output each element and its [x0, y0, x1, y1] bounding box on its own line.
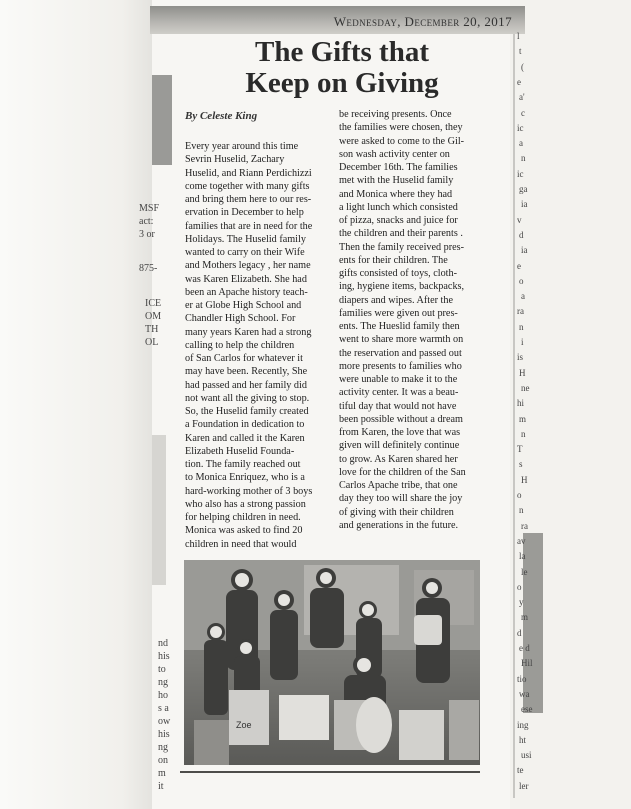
- article-text-line: been an Apache history teach-: [185, 286, 308, 298]
- right-fragment-text: av: [517, 535, 526, 546]
- right-column-divider: [513, 18, 515, 798]
- right-fragment-text: hi: [517, 398, 525, 409]
- right-fragment-text: ga: [519, 184, 528, 194]
- article-text-line: many years Karen had a strong: [185, 326, 312, 338]
- article-text-line: children in need that would: [185, 538, 297, 550]
- headline-line-2: Keep on Giving: [245, 67, 439, 99]
- article-text-line: er at Globe High School and: [185, 300, 302, 311]
- right-fragment-text: ing: [517, 719, 529, 730]
- right-fragment-text: t: [519, 46, 522, 57]
- right-fragment-text: c: [521, 107, 525, 118]
- left-fragment-text: act:: [139, 216, 154, 227]
- left-fragment-text: 3 or: [139, 229, 155, 240]
- right-fragment-text: la: [519, 551, 526, 562]
- article-text-line: Elizabeth Huselid Founda-: [185, 445, 295, 457]
- article-text-line: not want all the giving to stop.: [185, 392, 310, 404]
- right-fragment-text: n: [521, 153, 526, 164]
- article-text-line: come together with many gifts: [185, 180, 310, 192]
- left-fragment-text: ng: [158, 677, 168, 688]
- right-fragment-text: te: [517, 765, 524, 776]
- right-fragment-text: a: [521, 291, 525, 302]
- right-fragment-text: d: [517, 627, 522, 638]
- article-text-line: of giving with their children: [339, 506, 454, 518]
- article-text-line: to Monica Enriquez, who is a: [185, 472, 305, 484]
- right-fragment-text: (: [521, 61, 524, 72]
- article-text-line: diapers and wipes. After the: [339, 294, 454, 306]
- left-fragment-text: his: [158, 651, 170, 662]
- article-text-line: had passed and her family did: [185, 379, 307, 391]
- right-fragment-text: e: [517, 76, 521, 87]
- article-text-line: to grow. As Karen shared her: [339, 453, 458, 465]
- article-text-line: met with the Huselid family: [339, 175, 454, 187]
- right-fragment-text: d: [519, 229, 524, 240]
- right-fragment-text: ne: [521, 382, 530, 393]
- right-fragment-text: ia: [521, 245, 528, 256]
- article-text-line: been possible without a dream: [339, 413, 463, 425]
- right-fragment-text: H: [519, 367, 526, 378]
- right-fragment-text: ra: [517, 306, 524, 317]
- article-column-2: [339, 108, 482, 532]
- article-text-line: Chandler High School. For: [185, 313, 296, 325]
- right-fragment-text: ia: [521, 199, 528, 210]
- left-clipping-shade: [152, 435, 166, 585]
- right-fragment-text: a: [519, 138, 523, 149]
- article-text-line: and bring them here to our res-: [185, 194, 312, 205]
- article-text-line: Sevrin Huselid, Zachary: [185, 154, 285, 166]
- right-fragment-text: o: [519, 275, 524, 286]
- article-text-line: of pizza, snacks and juice for: [339, 215, 458, 226]
- byline: By Celeste King: [185, 110, 258, 122]
- article-column-1: [185, 140, 332, 551]
- right-fragment-text: ra: [521, 520, 528, 531]
- right-fragment-text: is: [517, 352, 524, 363]
- bottom-rule: [180, 771, 480, 773]
- article-text-line: ents for their children. The: [339, 254, 448, 266]
- article-text-line: families were given out pres-: [339, 307, 458, 319]
- left-fragment-text: ng: [158, 742, 168, 753]
- article-text-line: day they too will share the joy: [339, 493, 463, 505]
- right-fragment-text: wa: [519, 688, 530, 699]
- adjacent-column-left: [0, 0, 152, 809]
- right-fragment-text: m: [519, 413, 527, 424]
- article-text-line: the reservation and passed out: [339, 347, 462, 359]
- article-text-line: gifts consisted of toys, cloth-: [339, 268, 457, 279]
- article-text-line: hard-working mother of 3 boys: [185, 485, 313, 497]
- left-fragment-text: to: [158, 664, 166, 675]
- dateline: Wednesday, December 20, 2017: [333, 14, 512, 29]
- right-fragment-text: a': [519, 92, 525, 103]
- left-fragment-text: ICE: [145, 298, 162, 309]
- right-fragment-text: e d: [519, 643, 530, 653]
- right-fragment-text: tio: [517, 673, 527, 684]
- right-fragment-text: n: [519, 505, 524, 516]
- article-text-line: Karen and called it the Karen: [185, 432, 305, 444]
- article-text-line: and Monica where they had: [339, 188, 453, 200]
- right-fragment-text: o: [517, 490, 522, 500]
- right-fragment-text: ht: [519, 734, 527, 745]
- right-fragment-text: H: [521, 474, 528, 485]
- article-text-line: ervation in December to help: [185, 207, 304, 219]
- article-text-line: December 16th. The families: [339, 162, 458, 173]
- article-text-line: Monica was asked to find 20: [185, 525, 303, 537]
- left-fragment-text: it: [158, 781, 164, 792]
- right-fragment-text: s: [519, 459, 523, 470]
- article-text-line: of San Carlos for whatever it: [185, 353, 303, 364]
- article-text-line: from Karen, the love that was: [339, 427, 461, 438]
- article-text-line: ents. The Hueslid family then: [339, 321, 460, 332]
- article-text-line: Holidays. The Huselid family: [185, 233, 306, 245]
- headline-line-1: The Gifts that: [255, 36, 429, 68]
- article-text-line: a Foundation in dedication to: [185, 419, 305, 431]
- left-fragment-text: m: [158, 768, 166, 779]
- article-text-line: families that are in need for the: [185, 220, 313, 232]
- left-fragment-text: OL: [145, 337, 159, 348]
- article-text-line: were unable to make it to the: [339, 374, 458, 385]
- article-text-line: Then the family received pres-: [339, 241, 465, 253]
- article-text-line: given will definitely continue: [339, 440, 460, 452]
- right-fragment-text: ic: [517, 122, 524, 133]
- left-fragment-text: ho: [158, 690, 168, 701]
- article-text-line: Huselid, and Riann Perdichizzi: [185, 167, 312, 179]
- left-fragment-text: TH: [145, 324, 159, 335]
- article-text-line: and Mothers legacy , her name: [185, 260, 311, 272]
- right-fragment-text: T: [517, 444, 523, 455]
- article-text-line: who also has a strong passion: [185, 498, 306, 510]
- right-fragment-text: ese: [521, 704, 533, 715]
- article-text-line: love for the children of the San: [339, 466, 466, 478]
- left-fragment-text: his: [158, 729, 170, 740]
- article-text-line: Carlos Apache tribe, that one: [339, 480, 458, 491]
- article-text-line: the children and their parents .: [339, 228, 463, 240]
- right-fragment-text: Hil: [521, 658, 533, 669]
- article-text-line: were asked to come to the Gil-: [339, 135, 465, 147]
- right-fragment-text: m: [521, 612, 529, 623]
- right-fragment-text: usi: [521, 750, 532, 761]
- right-fragment-text: v: [517, 214, 522, 225]
- article-text-line: So, the Huselid family created: [185, 406, 309, 417]
- article-text-line: Every year around this time: [185, 141, 299, 152]
- article-text-line: for helping children in need.: [185, 512, 301, 523]
- article-text-line: was Karen Elizabeth. She had: [185, 273, 307, 285]
- right-fragment-text: y: [519, 597, 524, 608]
- left-fragment-text: nd: [158, 638, 168, 649]
- group-photo-image: [184, 560, 480, 765]
- article-text-line: the families were chosen, they: [339, 122, 463, 134]
- article-text-line: more presents to families who: [339, 360, 462, 372]
- article-headline: [172, 37, 512, 99]
- article-text-line: may have been. Recently, She: [185, 366, 308, 378]
- article-text-line: went to share more warmth on: [339, 334, 464, 346]
- right-fragment-text: n: [521, 428, 526, 439]
- left-fragment-text: ow: [158, 716, 171, 727]
- right-fragment-text: o: [517, 581, 522, 592]
- article-text-line: be receiving presents. Once: [339, 109, 452, 120]
- article-text-line: tiful day that would not have: [339, 400, 457, 412]
- article-text-line: activity center. It was a beau-: [339, 387, 459, 399]
- right-fragment-text: e: [517, 260, 521, 271]
- article-text-line: ing, hygiene items, backpacks,: [339, 281, 465, 293]
- right-fragment-text: l: [517, 31, 520, 41]
- right-fragment-text: ler: [519, 780, 529, 791]
- article-photo: [184, 560, 480, 765]
- left-fragment-text: s a: [158, 703, 169, 714]
- right-fragment-text: ic: [517, 168, 524, 179]
- article-text-line: son wash activity center on: [339, 148, 450, 160]
- left-fragment-text: 875-: [139, 263, 158, 274]
- article-text-line: wanted to carry on their Wife: [185, 247, 305, 258]
- right-fragment-text: le: [521, 566, 528, 577]
- left-fragment-text: on: [158, 755, 168, 766]
- left-clipping-shadow: [152, 75, 172, 165]
- article-text-line: and generations in the future.: [339, 519, 459, 531]
- right-fragment-text: i: [521, 337, 524, 347]
- article-text-line: a light lunch which consisted: [339, 201, 458, 213]
- article-text-line: calling to help the children: [185, 339, 295, 351]
- left-fragment-text: MSF: [139, 203, 160, 214]
- photo-package-text: Zoe: [236, 720, 252, 730]
- left-fragment-text: OM: [145, 311, 162, 322]
- right-fragment-text: n: [519, 321, 524, 332]
- article-text-line: tion. The family reached out: [185, 459, 301, 470]
